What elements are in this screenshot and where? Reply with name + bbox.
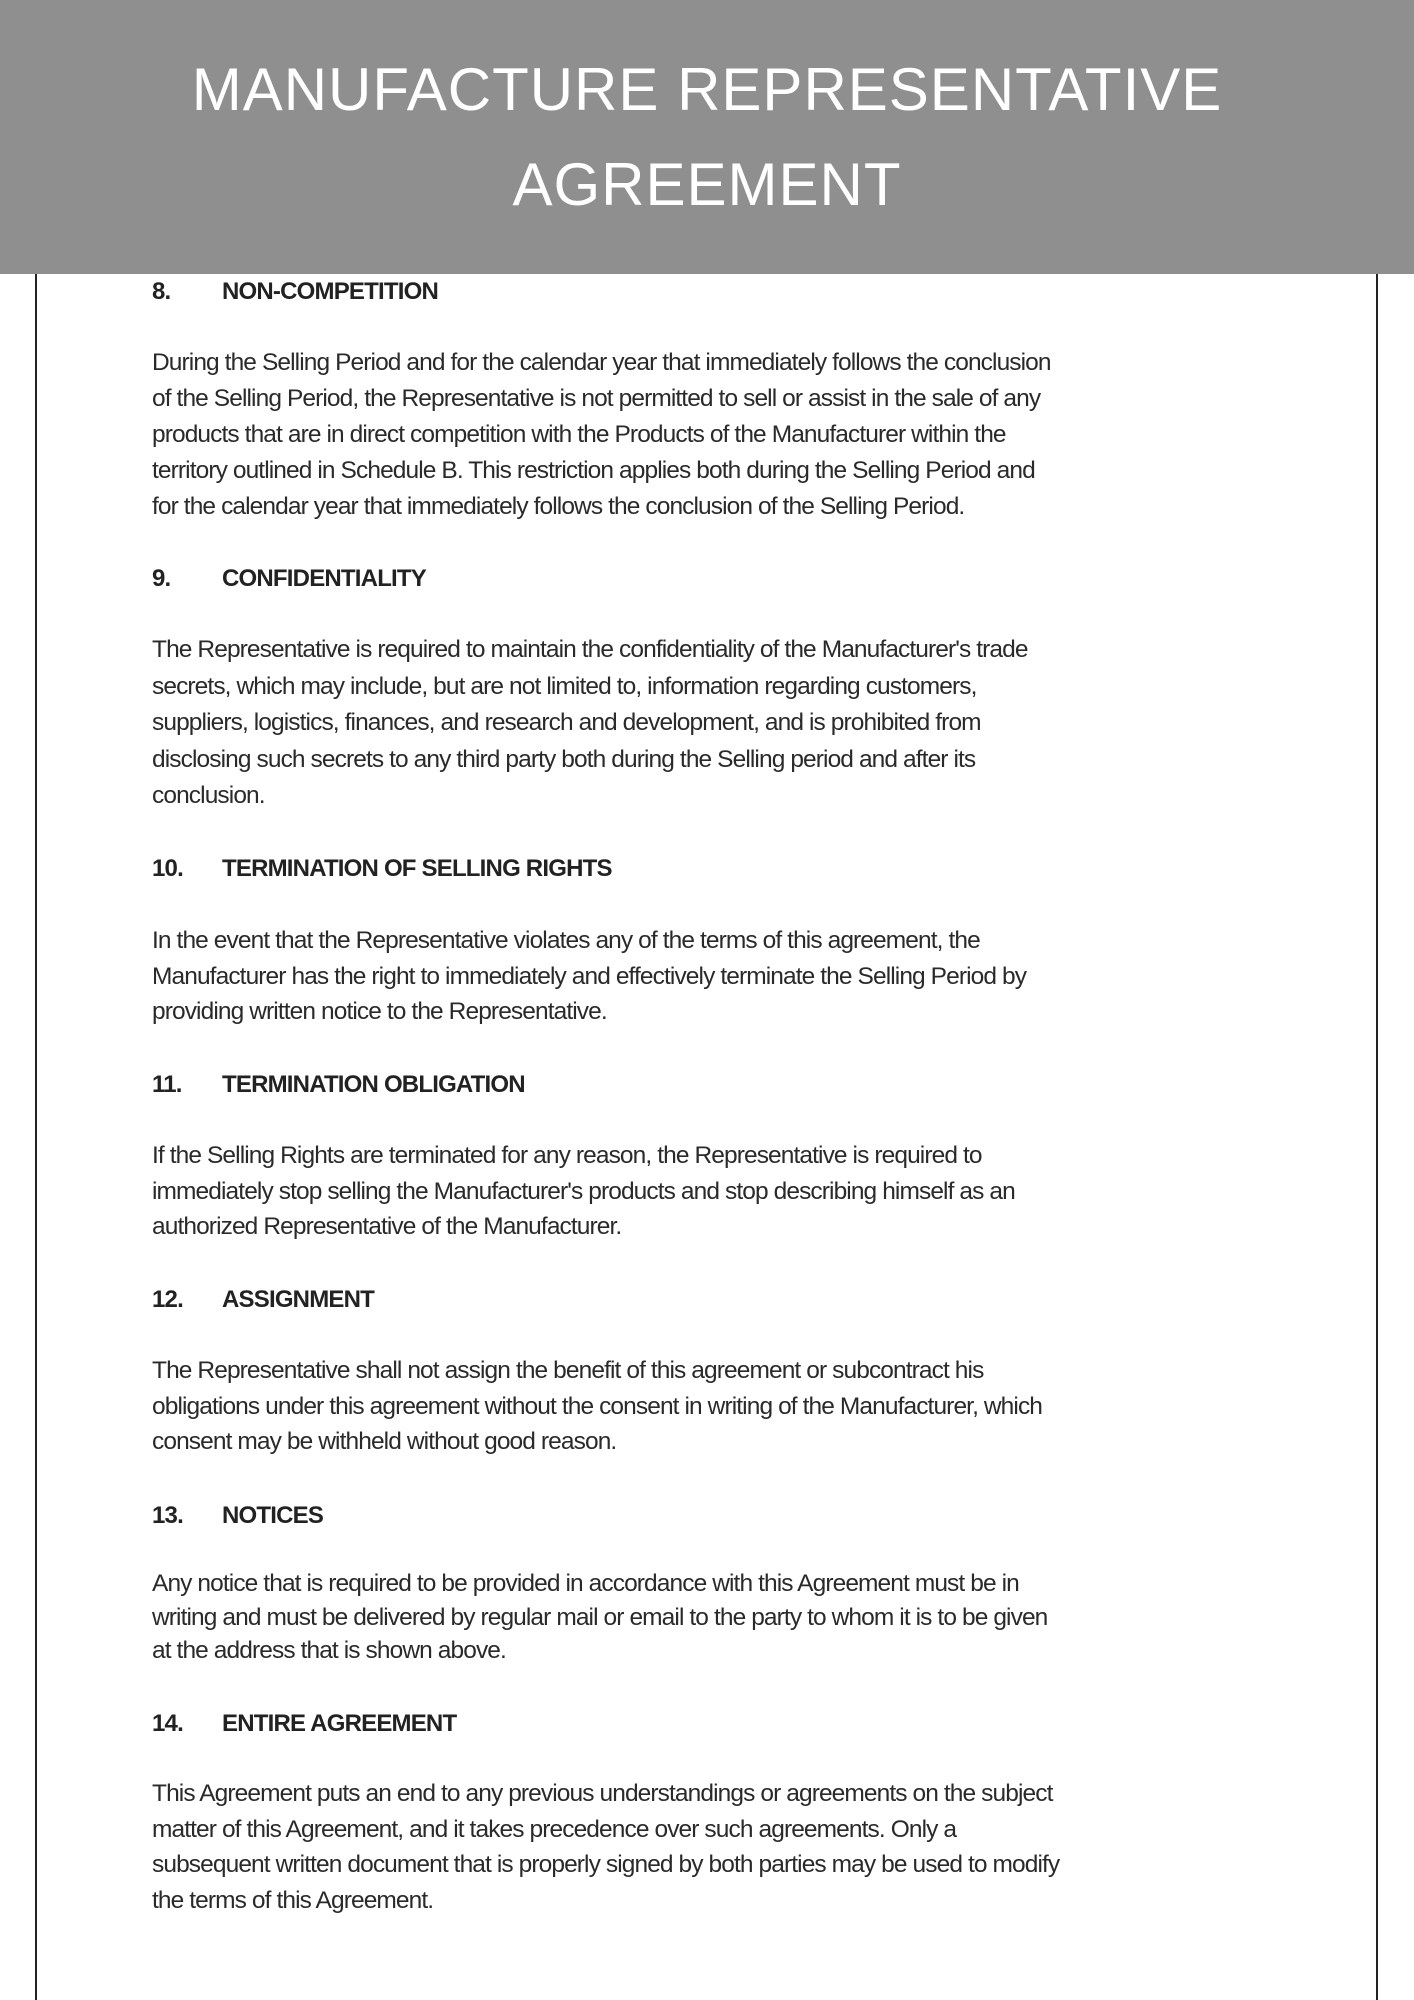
section-number: 14. xyxy=(152,1710,183,1737)
paragraph-line: During the Selling Period and for the calendar year that immediately follows the conclusion xyxy=(152,349,1051,376)
paragraph-line: obligations under this agreement without the consent in writing of the Manufacturer, which xyxy=(152,1392,1043,1420)
section-number: 8. xyxy=(152,278,171,305)
section-paragraph xyxy=(152,632,1028,815)
section-paragraph xyxy=(152,1567,1047,1668)
section-title: TERMINATION OF SELLING RIGHTS xyxy=(222,855,612,882)
paragraph-line: The Representative shall not assign the benefit of this agreement or subcontract his xyxy=(152,1357,984,1384)
section-heading xyxy=(152,1070,525,1100)
paragraph-line: Manufacturer has the right to immediately and effectively terminate the Selling Period by xyxy=(152,962,1027,990)
paragraph-line: of the Selling Period, the Representative is not permitted to sell or assist in the sale of any xyxy=(152,385,1041,412)
section-title: CONFIDENTIALITY xyxy=(222,565,426,592)
section-number: 12. xyxy=(152,1286,183,1313)
section-paragraph xyxy=(152,1138,1015,1245)
section-title: ENTIRE AGREEMENT xyxy=(222,1710,457,1737)
paragraph-line: subsequent written document that is properly signed by both parties may be used to modify xyxy=(152,1851,1060,1878)
page-border-right xyxy=(1376,274,1378,2000)
paragraph-line: products that are in direct competition with the Products of the Manufacturer within the xyxy=(152,421,1006,448)
section-paragraph xyxy=(152,345,1051,525)
section-number: 10. xyxy=(152,855,183,882)
section-heading xyxy=(152,1501,323,1531)
paragraph-line: immediately stop selling the Manufacturer's products and stop describing himself as an xyxy=(152,1177,1015,1205)
page-border-left xyxy=(35,274,37,2000)
section-title: TERMINATION OBLIGATION xyxy=(222,1071,525,1098)
section-heading xyxy=(152,1709,456,1739)
title-banner xyxy=(0,0,1414,274)
paragraph-line: conclusion. xyxy=(152,782,265,809)
section-number: 13. xyxy=(152,1502,183,1529)
section-paragraph xyxy=(152,1776,1059,1918)
section-heading xyxy=(152,564,426,594)
paragraph-line: disclosing such secrets to any third party both during the Selling period and after its xyxy=(152,745,976,773)
section-number: 11. xyxy=(152,1071,182,1098)
paragraph-line: secrets, which may include, but are not limited to, information regarding customers, xyxy=(152,672,977,700)
paragraph-line: writing and must be delivered by regular mail or email to the party to whom it is to be given xyxy=(152,1603,1048,1631)
paragraph-line: If the Selling Rights are terminated for any reason, the Representative is required to xyxy=(152,1142,982,1169)
paragraph-line: territory outlined in Schedule B. This restriction applies both during the Selling Period and xyxy=(152,457,1035,484)
section-number: 9. xyxy=(152,565,171,592)
paragraph-line: This Agreement puts an end to any previous understandings or agreements on the subject xyxy=(152,1780,1053,1807)
section-heading xyxy=(152,277,438,307)
section-title: NOTICES xyxy=(222,1502,324,1529)
paragraph-line: the terms of this Agreement. xyxy=(152,1886,434,1914)
paragraph-line: suppliers, logistics, finances, and research and development, and is prohibited from xyxy=(152,709,981,736)
section-paragraph xyxy=(152,1353,1042,1460)
paragraph-line: providing written notice to the Representative. xyxy=(152,998,607,1025)
paragraph-line: Any notice that is required to be provided in accordance with this Agreement must be in xyxy=(152,1570,1019,1597)
paragraph-line: matter of this Agreement, and it takes precedence over such agreements. Only a xyxy=(152,1815,957,1843)
title-line-1: MANUFACTURE REPRESENTATIVE xyxy=(191,56,1223,123)
section-heading xyxy=(152,854,612,884)
section-paragraph xyxy=(152,923,1026,1030)
title-line-2: AGREEMENT xyxy=(512,151,902,218)
section-title: ASSIGNMENT xyxy=(222,1286,375,1313)
paragraph-line: In the event that the Representative violates any of the terms of this agreement, the xyxy=(152,927,980,954)
paragraph-line: authorized Representative of the Manufacturer. xyxy=(152,1213,622,1240)
paragraph-line: at the address that is shown above. xyxy=(152,1637,506,1664)
paragraph-line: The Representative is required to maintain the confidentiality of the Manufacturer's trade xyxy=(152,636,1028,663)
section-title: NON-COMPETITION xyxy=(222,278,438,305)
section-heading xyxy=(152,1285,374,1315)
paragraph-line: for the calendar year that immediately follows the conclusion of the Selling Period. xyxy=(152,493,965,520)
paragraph-line: consent may be withheld without good reason. xyxy=(152,1428,617,1455)
